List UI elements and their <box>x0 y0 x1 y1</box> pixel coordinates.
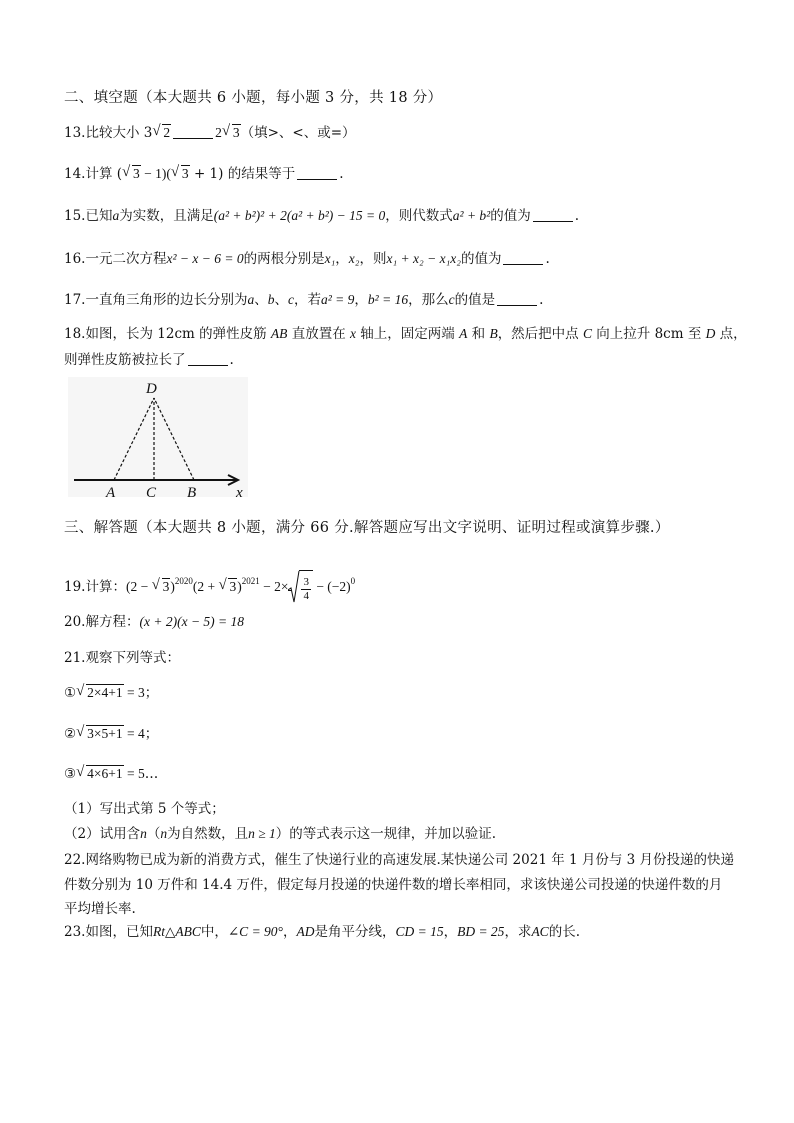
q19-fraction-denominator: 4 <box>303 589 309 602</box>
q18-point-b: B <box>489 326 498 341</box>
q18-text-6: 向上拉升 8cm 至 <box>592 326 706 342</box>
q21-sub-2-var-n-2: n <box>160 826 168 841</box>
q21-item-3-mark: ③ <box>64 766 77 782</box>
q15-answer-blank[interactable] <box>533 207 573 222</box>
q13-number: 13. <box>64 125 86 141</box>
question-21 <box>64 648 180 668</box>
q15-number: 15. <box>64 208 86 224</box>
question-16 <box>64 249 550 269</box>
q21-item-1-end: ； <box>144 685 159 701</box>
q21-number: 21. <box>64 650 86 666</box>
q16-answer-blank[interactable] <box>503 250 543 265</box>
q18-answer-blank[interactable] <box>188 351 228 366</box>
q16-text-4: 的值为 <box>460 251 502 267</box>
q18-segment-ab: AB <box>270 326 288 341</box>
q14-answer-blank[interactable] <box>297 165 337 180</box>
question-23 <box>64 922 580 942</box>
q15-text-3: 的值为 <box>490 208 531 224</box>
q16-end: . <box>545 251 550 267</box>
figure-label-c: C <box>146 485 157 498</box>
q19-close-2: ) <box>237 579 242 594</box>
q19-fraction-numerator: 3 <box>303 575 309 588</box>
q14-radicand-1: 3 <box>133 166 140 181</box>
q21-label: 观察下列等式： <box>85 650 180 666</box>
q23-cd-value: CD = 15 <box>395 924 444 939</box>
q16-equation: x² − x − 6 = 0 <box>166 251 244 266</box>
q19-middle-term: − 2× <box>259 579 289 594</box>
q13-radicand-1: 2 <box>163 125 171 140</box>
q21-sub-1-text: （1）写出式第 5 个等式； <box>64 801 225 817</box>
q21-item-3-rhs: = 5 <box>123 766 145 781</box>
q15-end: . <box>574 208 580 224</box>
q17-equation-2: b² = 16 <box>367 292 409 307</box>
q16-number: 16. <box>64 251 86 267</box>
q18-text-1: 如图，长为 12cm 的弹性皮筋 <box>85 326 271 342</box>
q16-root-x2: x₂ <box>348 251 360 266</box>
q21-sub-question-2 <box>64 824 496 844</box>
q17-side-b: b <box>267 292 275 307</box>
q18-axis-x: x <box>350 326 356 341</box>
section-2-heading <box>64 88 442 108</box>
q21-item-1-radicand: 2×4+1 <box>87 685 123 700</box>
q22-line-1-text: 22.网络购物已成为新的消费方式，催生了快递行业的高速发展.某快递公司 2021 年 1 月份与 3 月份投递的快递 <box>64 852 735 868</box>
q23-bd-value: BD = 25 <box>457 924 505 939</box>
q21-item-2 <box>64 724 158 744</box>
q23-triangle: Rt△ABC <box>152 924 201 939</box>
q21-item-3 <box>64 764 158 784</box>
q17-side-c: c <box>287 292 294 307</box>
q19-radicand-2: 3 <box>229 579 237 594</box>
q14-sqrt-2 <box>172 164 190 184</box>
q17-equation-1: a² = 9 <box>320 292 355 307</box>
q23-text-6: ，求 <box>504 924 532 940</box>
q21-item-3-sqrt <box>77 764 123 784</box>
q18-point-d: D <box>705 326 716 341</box>
q23-text-3: ， <box>282 924 297 940</box>
q18-text-4: 和 <box>467 326 490 342</box>
question-13 <box>64 123 356 143</box>
q19-base-2: (2 + <box>192 579 219 594</box>
q21-sub-2-text-b: （ <box>146 826 161 842</box>
q19-exponent-1: 2020 <box>174 576 193 586</box>
q15-text-2: ，则代数式 <box>385 208 453 224</box>
q13-prefix: 比较大小 3 <box>85 125 153 141</box>
q19-fraction-sqrt <box>288 570 313 606</box>
figure-label-a: A <box>106 485 116 498</box>
q17-sep-2: 、 <box>274 292 288 308</box>
q19-close-1: ) <box>170 579 175 594</box>
q17-text-1: 一直角三角形的边长分别为 <box>85 292 248 308</box>
q15-prefix: 已知 <box>85 208 113 224</box>
question-17 <box>64 290 543 310</box>
q19-tail: − (−2) <box>312 579 351 594</box>
q21-item-3-end: … <box>144 766 159 782</box>
q19-radical-sign-icon <box>288 570 300 604</box>
question-14 <box>64 164 344 184</box>
q14-prefix: 计算 ( <box>85 166 123 182</box>
q23-text-7: 的长. <box>548 924 580 940</box>
q13-radicand-2: 3 <box>232 125 240 140</box>
question-22-line-1 <box>64 850 734 870</box>
q19-label: 计算： <box>85 579 126 595</box>
q22-line-3-text: 平均增长率. <box>64 901 136 917</box>
q21-item-1-mark: ① <box>64 685 77 701</box>
q19-sqrt-1 <box>153 570 171 604</box>
q18-number: 18. <box>64 326 86 342</box>
q20-equation: (x + 2)(x − 5) = 18 <box>139 614 245 629</box>
q17-answer-blank[interactable] <box>497 291 537 306</box>
q23-text-2: 中， <box>200 924 228 940</box>
q21-sub-2-text-d: ）的等式表示这一规律，并加以验证. <box>275 826 497 842</box>
section-3-heading-text: 三、解答题（本大题共 8 小题，满分 66 分.解答题应写出文字说明、证明过程或演算步骤.） <box>64 520 670 536</box>
q21-item-1-rhs: = 3 <box>123 685 145 700</box>
q19-fraction <box>301 576 311 603</box>
q19-exponent-2: 2021 <box>241 576 260 586</box>
q13-suffix: （填>、<、或=） <box>240 125 356 141</box>
figure-label-x: x <box>236 485 243 498</box>
q18-point-c: C <box>582 326 592 341</box>
q13-coefficient-2: 2 <box>215 125 222 140</box>
q19-exponent-3: 0 <box>350 576 356 586</box>
q14-part-1: − 1)( <box>140 166 171 181</box>
q22-line-2-text: 件数分别为 10 万件和 14.4 万件，假定每月投递的快递件数的增长率相同，求该快递公司投递的快递件数的月 <box>64 877 723 893</box>
q23-side-ac: AC <box>531 924 549 939</box>
q20-number: 20. <box>64 614 86 630</box>
q17-side-c-ref: c <box>448 292 455 307</box>
q16-text-1: 一元二次方程 <box>85 251 167 267</box>
q18-end: . <box>229 352 234 368</box>
q19-number: 19. <box>64 579 86 595</box>
figure-segment-ad <box>114 398 154 480</box>
q18-text-5: ，然后把中点 <box>497 326 583 342</box>
q16-separator: ， <box>335 251 349 267</box>
q21-sub-2-text-c: 为自然数，且 <box>167 826 249 842</box>
q14-radicand-2: 3 <box>181 166 189 181</box>
q21-sub-2-var-n: n <box>140 826 147 841</box>
q21-item-1-sqrt <box>77 683 123 703</box>
q21-item-1 <box>64 683 158 703</box>
q23-text-5: ， <box>443 924 458 940</box>
question-18-line-1 <box>64 324 747 344</box>
q23-bisector-ad: AD <box>296 924 315 939</box>
q15-expression: a² + b² <box>452 208 491 223</box>
figure-segment-bd <box>154 398 194 480</box>
q15-text-1: 为实数，且满足 <box>119 208 214 224</box>
q17-number: 17. <box>64 292 86 308</box>
q21-item-2-end: ； <box>144 726 159 742</box>
q21-item-2-radicand: 3×5+1 <box>87 726 123 741</box>
q13-answer-blank[interactable] <box>173 124 213 139</box>
q18-figure <box>64 378 254 498</box>
q14-number: 14. <box>64 166 86 182</box>
q13-sqrt-1 <box>153 123 171 143</box>
q21-sub-2-text-a: （2）试用含 <box>64 826 141 842</box>
q21-item-2-mark: ② <box>64 726 77 742</box>
question-18-line-2 <box>64 350 234 370</box>
q14-part-2: + 1) 的结果等于 <box>189 166 296 182</box>
q23-number: 23. <box>64 924 86 940</box>
q19-radicand-1: 3 <box>162 579 170 594</box>
q17-text-3: ，那么 <box>408 292 449 308</box>
q18-text-3: 轴上，固定两端 <box>356 326 460 342</box>
q17-sep-3: ， <box>354 292 368 308</box>
q14-sqrt-1 <box>123 164 141 184</box>
section-2-heading-text: 二、填空题（本大题共 6 小题，每小题 3 分，共 18 分） <box>64 90 443 106</box>
figure-label-d: D <box>146 381 157 397</box>
q13-sqrt-2 <box>223 123 241 143</box>
q14-end: . <box>339 166 344 182</box>
section-3-heading <box>64 518 670 538</box>
q19-sqrt-2 <box>219 570 237 604</box>
q21-item-2-sqrt <box>77 724 123 744</box>
q21-sub-2-condition: n ≥ 1 <box>248 826 276 841</box>
q21-sub-question-1 <box>64 799 225 819</box>
q18-text-2: 直放置在 <box>287 326 350 342</box>
q17-sep-1: 、 <box>254 292 268 308</box>
q18-text-7: 点， <box>715 326 747 342</box>
question-20 <box>64 612 244 632</box>
q21-item-2-rhs: = 4 <box>123 726 145 741</box>
q17-side-a: a <box>247 292 255 307</box>
question-22-line-3 <box>64 899 136 919</box>
q23-angle: ∠C = 90° <box>227 924 283 939</box>
q16-text-2: 的两根分别是 <box>243 251 325 267</box>
q16-expression: x₁ + x₂ − x₁x₂ <box>386 251 461 266</box>
q19-base-1: (2 − <box>125 579 152 594</box>
q23-text-1: 如图，已知 <box>85 924 153 940</box>
q21-item-3-radicand: 4×6+1 <box>87 766 123 781</box>
q15-variable-a: a <box>112 208 120 223</box>
q16-text-3: ，则 <box>359 251 387 267</box>
q16-root-x1: x₁ <box>324 251 336 266</box>
q17-text-4: 的值是 <box>454 292 496 308</box>
q15-equation: (a² + b²)² + 2(a² + b²) − 15 = 0 <box>213 208 386 223</box>
question-22-line-2 <box>64 875 722 895</box>
q23-text-4: 是角平分线， <box>314 924 396 940</box>
question-19 <box>64 564 355 606</box>
figure-label-b: B <box>187 485 197 498</box>
q20-label: 解方程： <box>85 614 140 630</box>
q17-end: . <box>539 292 544 308</box>
q17-text-2: ，若 <box>293 292 321 308</box>
q18-line-2-text: 则弹性皮筋被拉长了 <box>64 352 186 368</box>
question-15 <box>64 206 579 226</box>
q18-point-a: A <box>459 326 468 341</box>
